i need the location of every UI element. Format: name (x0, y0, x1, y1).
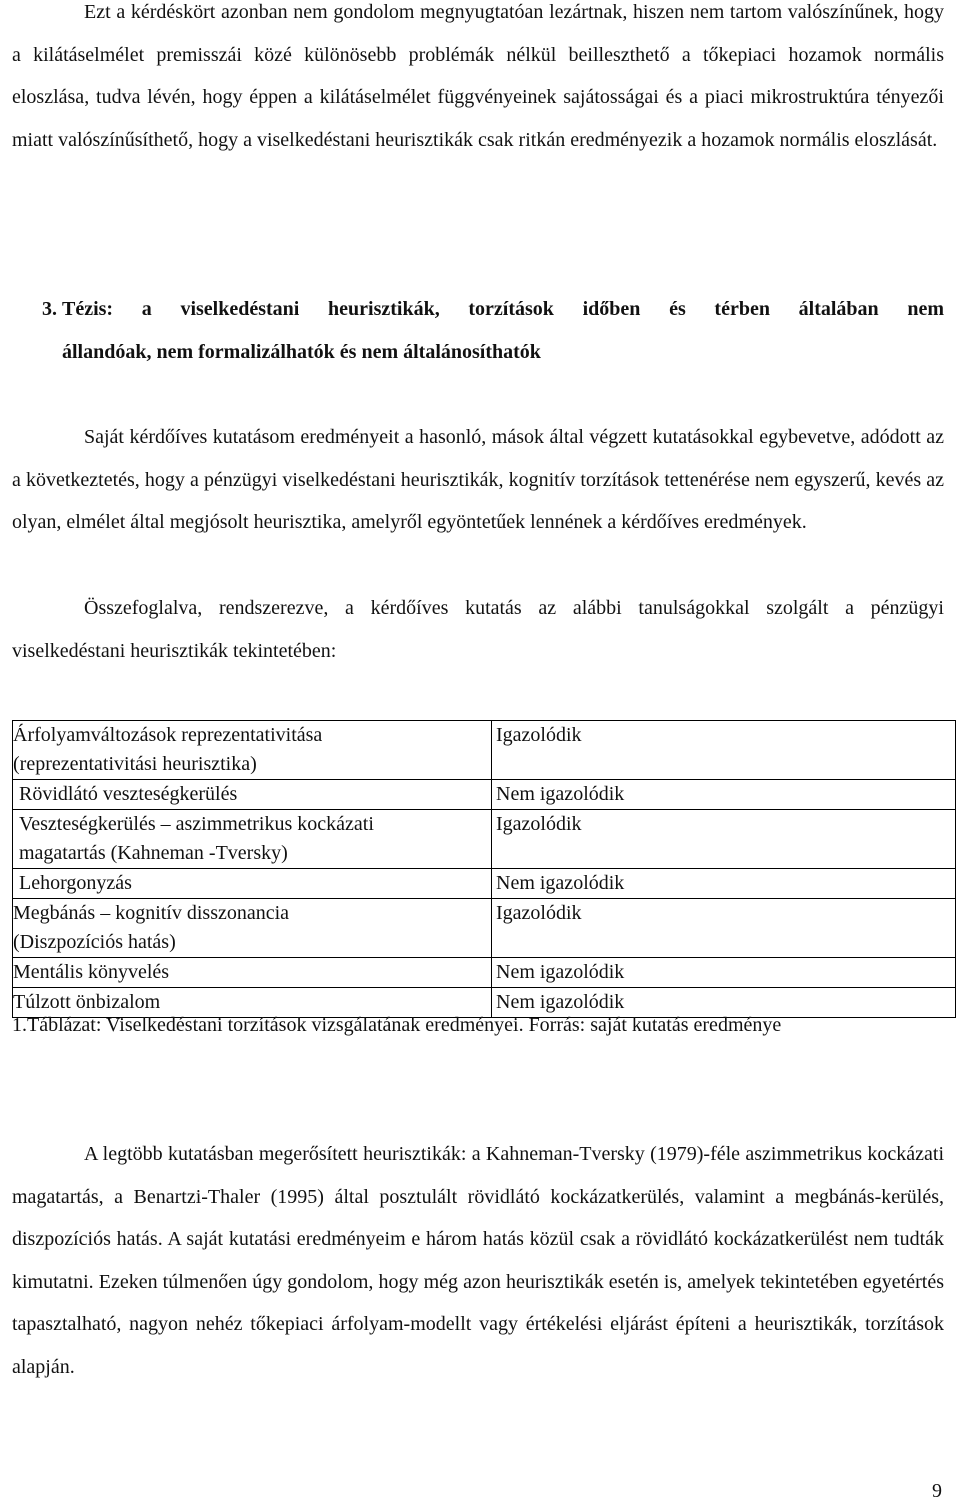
results-table-body (13, 721, 956, 1018)
table-row (13, 780, 956, 810)
table-row (13, 958, 956, 988)
result-value: Nem igazolódik (496, 872, 625, 894)
result-cell (492, 869, 956, 899)
result-value: Igazolódik (496, 813, 582, 835)
thesis-number: 3. (42, 298, 57, 320)
bias-cell (13, 810, 492, 869)
result-value: Nem igazolódik (496, 991, 625, 1013)
table-row (13, 721, 956, 780)
results-table (12, 720, 956, 1018)
result-cell (492, 899, 956, 958)
table-row (13, 899, 956, 958)
result-value: Nem igazolódik (496, 783, 625, 805)
table-row (13, 869, 956, 899)
thesis-line-1 (12, 288, 944, 331)
bias-cell (13, 899, 492, 958)
bias-name: Túlzott önbizalom (13, 991, 161, 1013)
result-value: Igazolódik (496, 724, 582, 746)
table-row (13, 810, 956, 869)
paragraph-2: Saját kérdőíves kutatásom eredményeit a hasonló, mások által végzett kutatásokkal egybevetve, adódott az a következtetés, hogy a pénzügyi viselkedéstani heurisztikák, kognitív torzítások tettenérése nem egyszerű, kevés az olyan, elmélet által megjósolt heurisztika, amelyről egyöntetűek lennének a kérdőíves eredmények. (12, 426, 944, 534)
bias-cell (13, 958, 492, 988)
bias-name: Mentális könyvelés (13, 961, 170, 983)
page-number: 9 (932, 1480, 942, 1502)
bias-name: magatartás (Kahneman -Tversky) (19, 842, 288, 864)
thesis-heading (12, 288, 944, 373)
thesis-line-1-text: Tézis: a viselkedéstani heurisztikák, torzítások időben és térben általában nem (62, 298, 944, 320)
bias-cell (13, 721, 492, 780)
result-cell (492, 958, 956, 988)
bias-name: Veszteségkerülés – aszimmetrikus kockázati (19, 813, 374, 835)
bias-name: Lehorgonyzás (19, 872, 132, 894)
paragraph-4: A legtöbb kutatásban megerősített heurisztikák: a Kahneman-Tversky (1979)-féle aszimmetrikus kockázati magatartás, a Benartzi-Thaler (1995) által posztulált rövidlátó kockázatkerülés, valamint a megbánás-kerülés, diszpozíciós hatás. A saját kutatási eredményeim e három hatás közül csak a rövidlátó kockázatkerülést nem tudták kimutatni. Ezeken túlmenően úgy gondolom, hogy még azon heurisztikák esetén is, amelyek tekintetében egyetértés tapasztalható, nagyon nehéz tőkepiaci árfolyam-modellt vagy értékelési eljárást építeni a heurisztikák, torzítások alapján. (12, 1143, 944, 1378)
bias-cell (13, 869, 492, 899)
bias-name: Megbánás – kognitív disszonancia (13, 902, 290, 924)
bias-name: Rövidlátó veszteségkerülés (19, 783, 238, 805)
result-cell (492, 721, 956, 780)
table-caption: 1.Táblázat: Viselkedéstani torzítások vizsgálatának eredményei. Forrás: saját kutatás eredménye (12, 1014, 782, 1036)
bias-name: (reprezentativitási heurisztika) (13, 753, 257, 775)
paragraph-3: Összefoglalva, rendszerezve, a kérdőíves kutatás az alábbi tanulságokkal szolgált a pénzügyi viselkedéstani heurisztikák tekintetében: (12, 597, 944, 662)
bias-name: Árfolyamváltozások reprezentativitása (13, 724, 323, 746)
thesis-line-2: állandóak, nem formalizálhatók és nem általánosíthatók (62, 340, 541, 363)
result-cell (492, 810, 956, 869)
result-cell (492, 780, 956, 810)
bias-name: (Diszpozíciós hatás) (13, 931, 176, 953)
result-value: Nem igazolódik (496, 961, 625, 983)
result-value: Igazolódik (496, 902, 582, 924)
paragraph-1: Ezt a kérdéskört azonban nem gondolom megnyugtatóan lezártnak, hiszen nem tartom valószínűnek, hogy a kilátáselmélet premisszái közé különösebb problémák nélkül beilleszthető a tőkepiaci hozamok normális eloszlása, tudva lévén, hogy éppen a kilátáselmélet függvényeinek sajátosságai és a piaci mikrostruktúra tényezői miatt valószínűsíthető, hogy a viselkedéstani heurisztikák csak ritkán eredményezik a hozamok normális eloszlását. (12, 1, 944, 151)
bias-cell (13, 780, 492, 810)
